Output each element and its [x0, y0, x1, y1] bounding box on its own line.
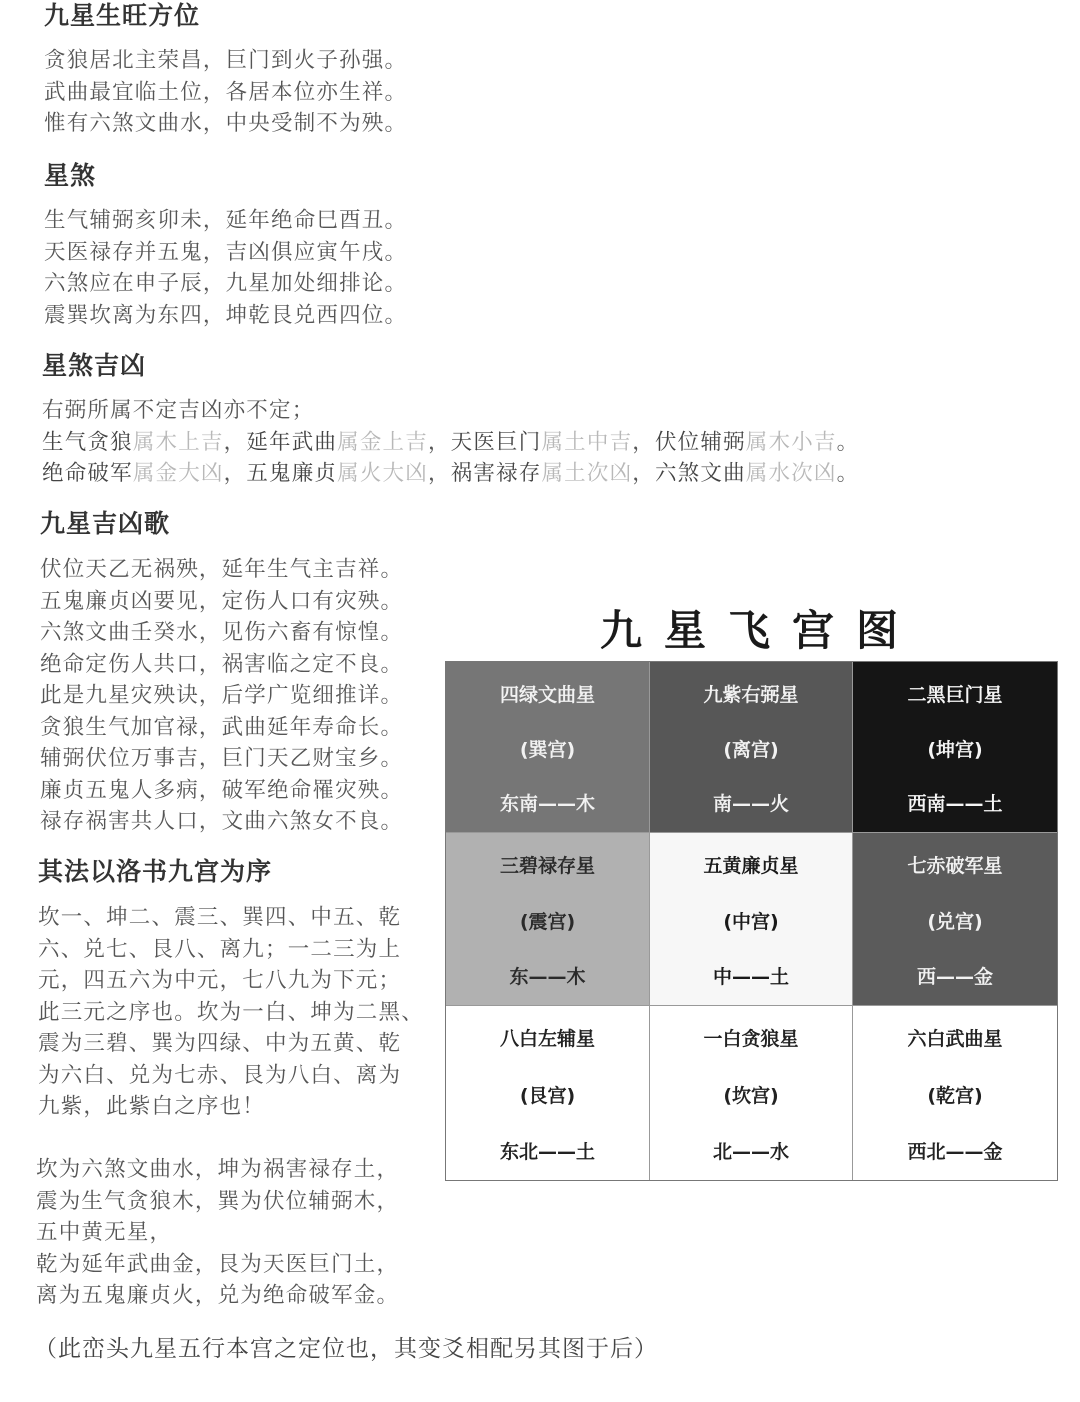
star-name: 九紫右弼星 [703, 684, 799, 706]
palace-cell-dui [853, 833, 1057, 1006]
palace-name: (艮宫) [519, 1084, 576, 1107]
separator: ， [632, 429, 655, 455]
star-name: 二黑巨门星 [907, 684, 1003, 706]
star-name: 四绿文曲星 [499, 684, 595, 706]
section-title-luoshu-nine-palaces: 其法以洛书九宫为序 [38, 857, 273, 886]
star-sha-fortune-list [42, 395, 859, 490]
star-name: 五黄廉贞星 [703, 855, 799, 877]
text-line: 六、兑七、艮八、离九；一二三为上 [38, 936, 402, 962]
separator: ， [223, 429, 247, 455]
direction-element: 中——土 [712, 966, 789, 988]
palace-cell-gen [446, 1006, 650, 1180]
poem-line: 禄存祸害共人口，文曲六煞女不良。 [40, 809, 404, 834]
star-name: 一白贪狼星 [703, 1028, 799, 1050]
text-line: 乾为延年武曲金，艮为天医巨门土， [36, 1251, 400, 1277]
section-title-nine-stars-prosperous-directions: 九星生旺方位 [44, 1, 201, 30]
star-name: 六白武曲星 [907, 1028, 1003, 1050]
direction-element: 东南——木 [499, 793, 595, 815]
poem-line: 绝命定伤人共口，祸害临之定不良。 [40, 651, 404, 677]
luoshu-explanation [38, 902, 424, 1123]
palace-cell-xun [446, 662, 650, 833]
fortune-row-auspicious [42, 427, 859, 459]
direction-element: 西北——金 [907, 1141, 1003, 1163]
palace-name: (中宫) [723, 910, 779, 933]
poem-line: 贪狼居北主荣昌，巨门到火子孙强。 [44, 48, 408, 73]
palace-cell-center [650, 833, 853, 1006]
direction-element: 南——火 [712, 793, 789, 815]
poem-line: 此是九星灾殃诀，后学广览细推详。 [40, 683, 404, 708]
palace-cell-kun [853, 662, 1057, 833]
palace-name: (乾宫) [927, 1084, 983, 1107]
star-name: 延年武曲 [246, 429, 338, 455]
star-name: 伏位辅弼 [654, 429, 746, 455]
poem-line: 六煞应在申子辰，九星加处细排论。 [44, 271, 408, 296]
palace-name: (坎宫) [723, 1084, 779, 1107]
star-name: 天医巨门 [450, 429, 542, 455]
nine-palace-grid [445, 661, 1058, 1181]
palace-cell-kan [650, 1006, 853, 1180]
separator: 。 [836, 461, 860, 486]
poem-line: 辅弼伏位万事吉，巨门天乙财宝乡。 [40, 746, 404, 771]
poem-line: 天医禄存并五鬼，吉凶俱应寅午戌。 [44, 239, 408, 265]
intro-line: 右弼所属不定吉凶亦不定； [42, 398, 315, 423]
star-attribute: 属火大凶 [337, 461, 428, 486]
separator: ， [427, 429, 451, 455]
star-attribute: 属木小吉 [745, 429, 837, 455]
star-name: 六煞文曲 [654, 461, 746, 486]
text-line: 震为生气贪狼木，巽为伏位辅弼木， [36, 1188, 400, 1214]
poem-nine-stars-prosperous-directions [44, 45, 407, 140]
text-line: 坎为六煞文曲水，坤为祸害禄存土， [36, 1157, 400, 1182]
poem-line: 震巽坎离为东四，坤乾艮兑西四位。 [44, 302, 408, 328]
text-line: 九紫，此紫白之序也！ [38, 1094, 266, 1119]
palace-name: (兑宫) [927, 910, 983, 933]
poem-line: 惟有六煞文曲水，中央受制不为殃。 [44, 111, 408, 136]
star-name: 生气贪狼 [42, 429, 133, 455]
separator: ， [632, 461, 655, 486]
text-line: 震为三碧、巽为四绿、中为五黄、乾 [38, 1031, 402, 1056]
separator: ， [427, 461, 451, 486]
palace-cell-zhen [446, 833, 650, 1006]
star-name: 八白左辅星 [499, 1028, 595, 1050]
palace-name: (震宫) [519, 910, 576, 933]
palace-name: (离宫) [723, 738, 779, 761]
star-attribute: 属木上吉 [132, 429, 224, 455]
poem-line: 六煞文曲壬癸水，见伤六畜有惊惶。 [40, 620, 404, 645]
text-line: 五中黄无星， [36, 1220, 173, 1245]
section-title-star-sha: 星煞 [44, 161, 97, 190]
text-line: 坎一、坤二、震三、巽四、中五、乾 [38, 905, 402, 930]
text-line: 为六白、兑为七赤、艮为八白、离为 [38, 1062, 402, 1088]
palace-cell-li [650, 662, 853, 833]
poem-line: 五鬼廉贞凶要见，定伤人口有灾殃。 [40, 588, 404, 614]
star-attribute: 属土次凶 [541, 461, 633, 486]
footer-note: （此峦头九星五行本宫之定位也，其变爻相配另其图于后） [34, 1336, 658, 1362]
chart-title: 九星飞宫图 [600, 606, 921, 655]
direction-element: 西——金 [916, 966, 993, 988]
star-name: 三碧禄存星 [499, 855, 595, 877]
poem-line: 武曲最宜临土位，各居本位亦生祥。 [44, 79, 408, 105]
direction-element: 北——水 [712, 1141, 789, 1163]
poem-line: 生气辅弼亥卯未，延年绝命巳酉丑。 [44, 208, 408, 233]
fortune-row-inauspicious [42, 458, 859, 490]
star-attribute: 属水次凶 [745, 461, 837, 486]
star-name: 七赤破军星 [907, 855, 1003, 877]
star-attribute: 属金上吉 [337, 429, 428, 455]
star-attribute: 属金大凶 [132, 461, 224, 486]
poem-line: 伏位天乙无祸殃，延年生气主吉祥。 [40, 557, 404, 582]
star-attribute: 属土中吉 [541, 429, 633, 455]
direction-element: 西南——土 [907, 793, 1003, 815]
poem-line: 廉贞五鬼人多病，破军绝命罹灾殃。 [40, 777, 404, 803]
direction-element: 东——木 [509, 966, 586, 988]
direction-element: 东北——土 [499, 1141, 595, 1163]
star-name: 绝命破军 [42, 461, 133, 486]
text-line: 元，四五六为中元，七八九为下元； [38, 968, 402, 993]
text-line: 离为五鬼廉贞火，兑为绝命破军金。 [36, 1283, 400, 1308]
poem-line: 贪狼生气加官禄，武曲延年寿命长。 [40, 714, 404, 740]
section-title-nine-stars-fortune-song: 九星吉凶歌 [40, 509, 171, 538]
separator: ， [223, 461, 247, 486]
star-name: 祸害禄存 [450, 461, 542, 486]
section-title-star-sha-fortune: 星煞吉凶 [42, 351, 147, 380]
palace-cell-qian [853, 1006, 1057, 1180]
text-line: 此三元之序也。坎为一白、坤为二黑、 [38, 999, 424, 1025]
palace-name: (巽宫) [519, 738, 576, 761]
palace-star-assignment [36, 1154, 399, 1312]
separator: 。 [836, 429, 860, 455]
star-name: 五鬼廉贞 [246, 461, 338, 486]
poem-star-sha [44, 205, 407, 331]
poem-nine-stars-fortune-song [40, 554, 403, 838]
palace-name: (坤宫) [927, 738, 983, 761]
